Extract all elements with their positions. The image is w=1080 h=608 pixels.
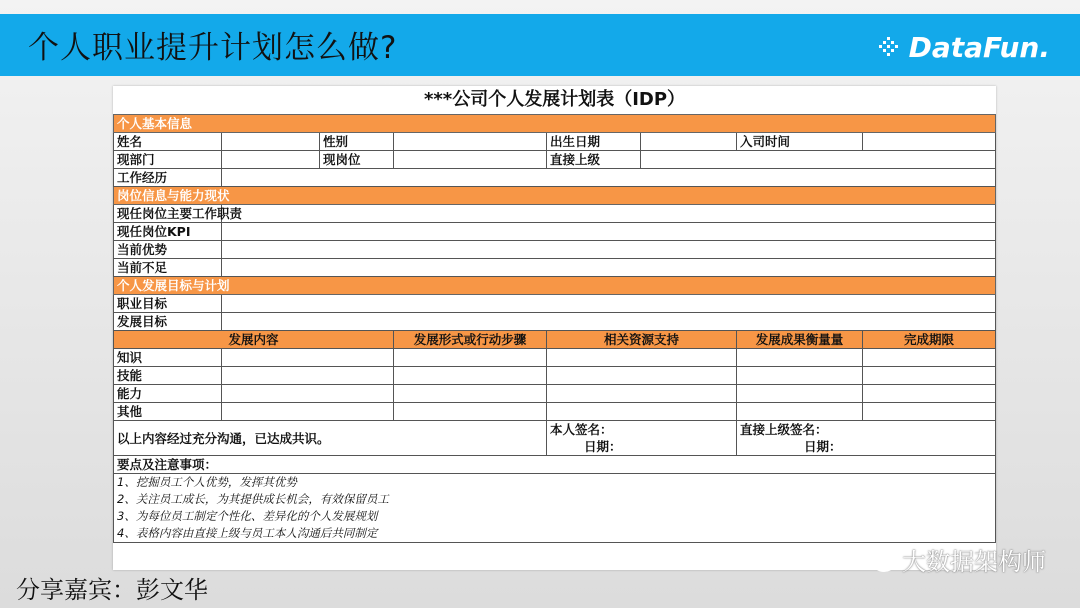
plan-cell[interactable] [863, 403, 996, 421]
note-item: 1、挖掘员工个人优势，发挥其优势 [117, 475, 297, 489]
consensus-statement: 以上内容经过充分沟通，已达成共识。 [114, 421, 547, 456]
label-development-goal: 发展目标 [114, 313, 222, 331]
slide-title: 个人职业提升计划怎么做? [28, 30, 398, 66]
plan-cell[interactable] [222, 385, 394, 403]
notes-row [114, 474, 996, 543]
plan-cell[interactable] [394, 385, 547, 403]
supervisor-date-label: 日期： [804, 439, 842, 454]
note-item: 4、表格内容由直接上级与员工本人沟通后共同制定 [117, 526, 378, 540]
table-row [114, 259, 996, 277]
table-row [114, 205, 996, 223]
field-development-goal[interactable] [222, 313, 996, 331]
plan-row-label: 技能 [114, 367, 222, 385]
plan-cell[interactable] [394, 349, 547, 367]
field-gender[interactable] [394, 133, 547, 151]
label-supervisor: 直接上级 [547, 151, 641, 169]
idp-form-document [113, 86, 996, 570]
speaker-credit: 分享嘉宾：彭文华 [16, 576, 208, 604]
table-row [114, 133, 996, 151]
field-work-history[interactable] [222, 169, 996, 187]
plan-cell[interactable] [863, 385, 996, 403]
supervisor-signature[interactable] [737, 421, 996, 456]
field-position[interactable] [394, 151, 547, 169]
section-label: 个人基本信息 [114, 115, 996, 133]
label-strengths: 当前优势 [114, 241, 222, 259]
section-header-basic [114, 115, 996, 133]
field-department[interactable] [222, 151, 320, 169]
label-birth-date: 出生日期 [547, 133, 641, 151]
field-birth-date[interactable] [641, 133, 737, 151]
plan-header-row [114, 331, 996, 349]
plan-cell[interactable] [737, 385, 863, 403]
note-item: 3、为每位员工制定个性化、差异化的个人发展规划 [117, 509, 378, 523]
header-bar [0, 14, 1080, 76]
field-name[interactable] [222, 133, 320, 151]
watermark [862, 542, 1046, 577]
table-row [114, 313, 996, 331]
employee-sign-label: 本人签名： [550, 422, 613, 437]
table-row [114, 385, 996, 403]
label-work-history: 工作经历 [114, 169, 222, 187]
section-label: 个人发展目标与计划 [114, 277, 996, 295]
plan-cell[interactable] [737, 403, 863, 421]
table-row [114, 169, 996, 187]
signature-row [114, 421, 996, 456]
column-header: 完成期限 [863, 331, 996, 349]
table-row [114, 349, 996, 367]
field-supervisor[interactable] [641, 151, 996, 169]
wechat-icon [862, 546, 896, 574]
table-row [114, 241, 996, 259]
plan-cell[interactable] [394, 367, 547, 385]
plan-cell[interactable] [863, 349, 996, 367]
label-job-duties: 现任岗位主要工作职责 [114, 205, 222, 223]
table-row [114, 403, 996, 421]
column-header: 发展形式或行动步骤 [394, 331, 547, 349]
label-career-goal: 职业目标 [114, 295, 222, 313]
table-row [114, 151, 996, 169]
form-title: ***公司个人发展计划表（IDP） [423, 89, 686, 110]
plan-cell[interactable] [394, 403, 547, 421]
plan-cell[interactable] [737, 367, 863, 385]
plan-cell[interactable] [547, 367, 737, 385]
field-job-duties[interactable] [222, 205, 996, 223]
field-weaknesses[interactable] [222, 259, 996, 277]
table-row [114, 223, 996, 241]
field-career-goal[interactable] [222, 295, 996, 313]
plan-cell[interactable] [863, 367, 996, 385]
table-row [114, 367, 996, 385]
notes-list [114, 474, 996, 543]
plan-cell[interactable] [222, 367, 394, 385]
notes-title: 要点及注意事项： [114, 456, 996, 474]
datafun-logo-icon [879, 36, 905, 58]
supervisor-sign-label: 直接上级签名： [740, 422, 828, 437]
employee-signature[interactable] [547, 421, 737, 456]
label-gender: 性别 [320, 133, 394, 151]
plan-cell[interactable] [737, 349, 863, 367]
plan-cell[interactable] [222, 403, 394, 421]
note-item: 2、关注员工成长，为其提供成长机会，有效保留员工 [117, 492, 389, 506]
label-kpi: 现任岗位KPI [114, 223, 222, 241]
plan-cell[interactable] [547, 385, 737, 403]
section-label: 岗位信息与能力现状 [114, 187, 996, 205]
label-name: 姓名 [114, 133, 222, 151]
column-header: 发展内容 [114, 331, 394, 349]
logo-text: DataFun. [908, 30, 1050, 64]
watermark-text: 大数据架构师 [902, 548, 1046, 576]
datafun-logo [879, 32, 1050, 62]
label-join-date: 入司时间 [737, 133, 863, 151]
plan-row-label: 其他 [114, 403, 222, 421]
table-row [114, 295, 996, 313]
column-header: 相关资源支持 [547, 331, 737, 349]
plan-row-label: 知识 [114, 349, 222, 367]
notes-title-row [114, 456, 996, 474]
label-department: 现部门 [114, 151, 222, 169]
plan-cell[interactable] [547, 403, 737, 421]
plan-row-label: 能力 [114, 385, 222, 403]
section-header-position [114, 187, 996, 205]
idp-form-table [113, 114, 996, 543]
label-position: 现岗位 [320, 151, 394, 169]
section-header-goals [114, 277, 996, 295]
field-strengths[interactable] [222, 241, 996, 259]
plan-cell[interactable] [222, 349, 394, 367]
field-kpi[interactable] [222, 223, 996, 241]
field-join-date[interactable] [863, 133, 996, 151]
column-header: 发展成果衡量量 [737, 331, 863, 349]
plan-cell[interactable] [547, 349, 737, 367]
label-weaknesses: 当前不足 [114, 259, 222, 277]
employee-date-label: 日期： [584, 439, 622, 454]
